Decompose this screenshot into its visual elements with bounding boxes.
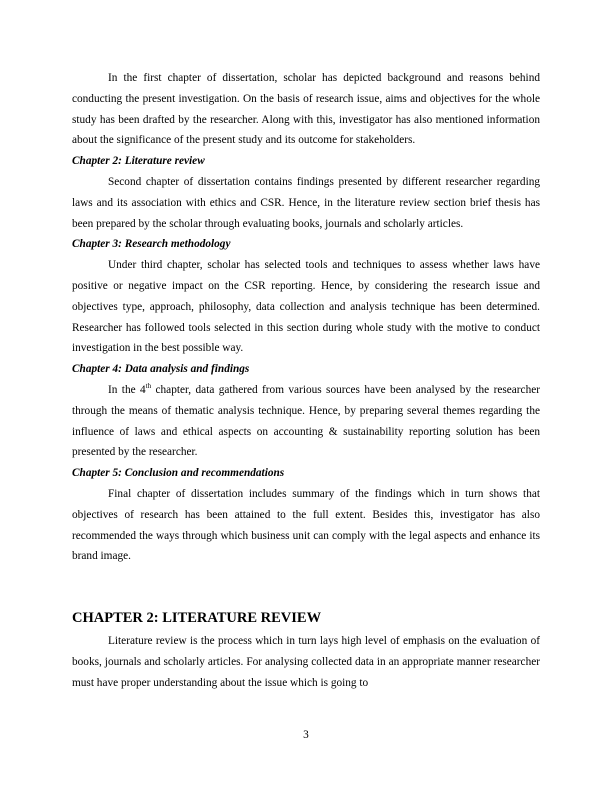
chapter-5-summary-paragraph: Final chapter of dissertation includes summary of the findings which in turn shows that objectives of research has been attained to the full extent. Besides this, investigator has also recommended the ways through which business unit can comply with the legal aspects and enhance its brand image. [72, 487, 540, 563]
page-content [72, 68, 540, 694]
chapter-2-title: CHAPTER 2: LITERATURE REVIEW [72, 610, 322, 627]
chapter-3-summary-paragraph: Under third chapter, scholar has selected tools and techniques to assess whether laws have positive or negative impact on the CSR reporting. Hence, by considering the research issue and objectives type, approach, philosophy, data collection and analysis technique has been determined. Researcher has followed tools selected in this section during whole study with the motive to conduct investigation in the best possible way. [72, 259, 540, 355]
literature-review-paragraph: Literature review is the process which in turn lays high level of emphasis on the evaluation of books, journals and scholarly articles. For analysing collected data in an appropriate manner researcher must have proper understanding about the issue which is going to [72, 635, 540, 689]
chapter-4-summary-paragraph [72, 380, 540, 463]
ordinal-superscript: th [145, 382, 152, 391]
chapter-4-summary-heading: Chapter 4: Data analysis and findings [72, 363, 250, 376]
chapter-4-paragraph-rest: chapter, data gathered from various sources have been analysed by the researcher through the means of thematic analysis technique. Hence, by preparing several themes regarding the influence of laws and ethical aspects on accounting & sustainability reporting solution has been presented by the researcher. [72, 383, 540, 459]
chapter-2-summary-heading: Chapter 2: Literature review [72, 155, 205, 168]
chapter-4-paragraph-start: In the 4 [108, 383, 146, 396]
chapter-5-summary-heading: Chapter 5: Conclusion and recommendations [72, 467, 285, 480]
chapter-3-summary-heading: Chapter 3: Research methodology [72, 238, 231, 251]
intro-paragraph: In the first chapter of dissertation, scholar has depicted background and reasons behind conducting the present investigation. On the basis of research issue, aims and objectives for the whole study has been drafted by the researcher. Along with this, investigator has also mentioned information about the significance of the present study and its outcome for stakeholders. [72, 72, 540, 147]
page-number: 3 [303, 729, 309, 741]
chapter-2-summary-paragraph: Second chapter of dissertation contains findings presented by different researcher regarding laws and its association with ethics and CSR. Hence, in the literature review section brief thesis has been prepared by the scholar through evaluating books, journals and scholarly articles. [72, 175, 540, 230]
